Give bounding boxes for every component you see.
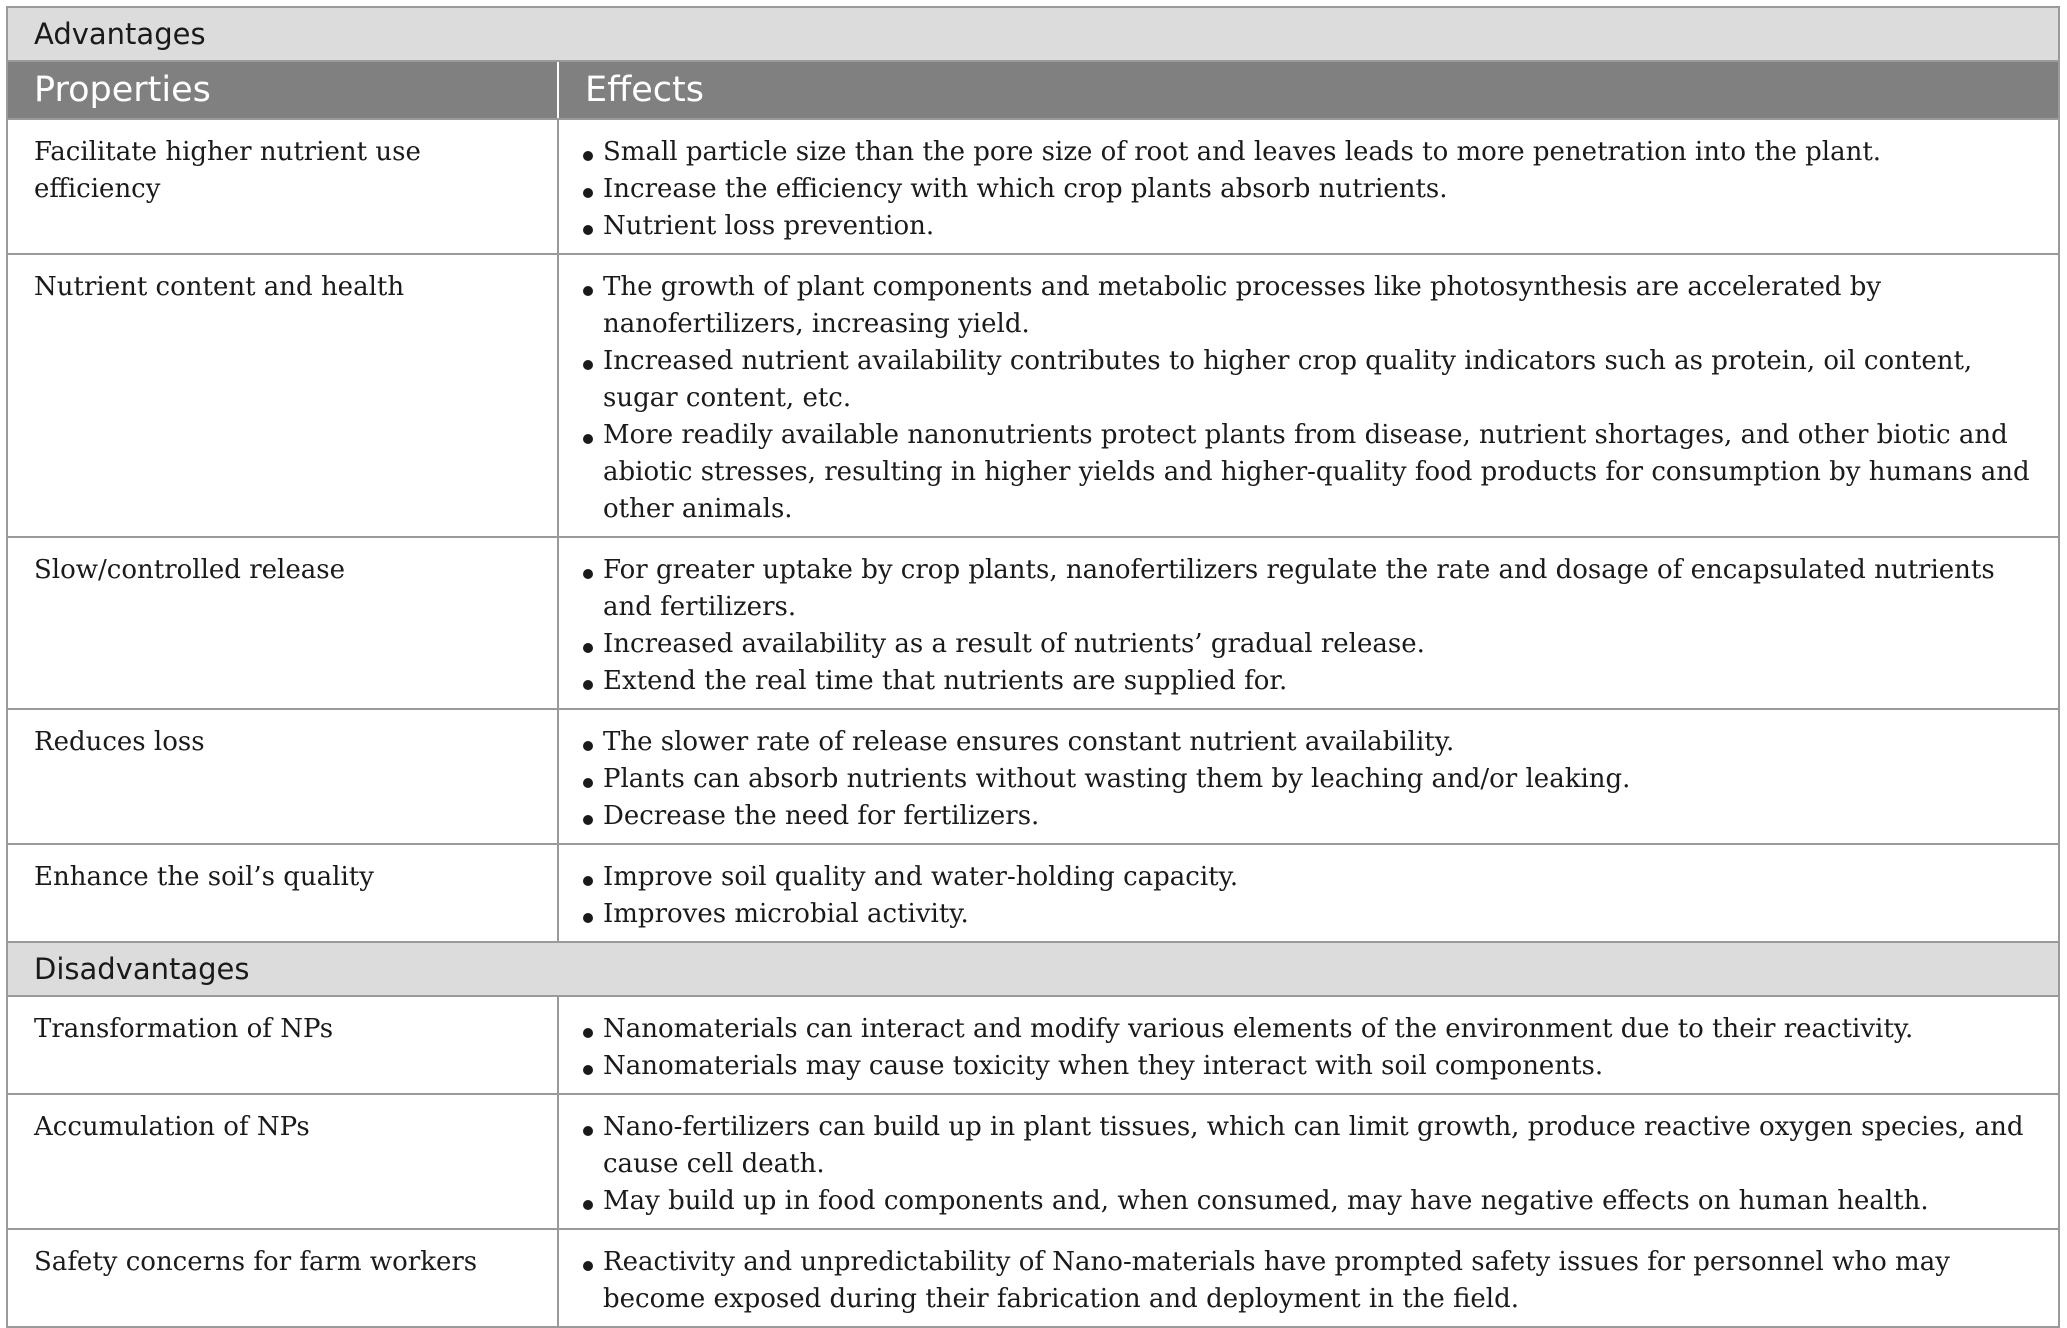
effect-item: The slower rate of release ensures constant nutrient availability. <box>583 724 2042 761</box>
effects-cell <box>558 119 2058 254</box>
effect-item: May build up in food components and, when consumed, may have negative effects on human health. <box>583 1183 2042 1220</box>
effect-item: Nanomaterials may cause toxicity when they interact with soil components. <box>583 1048 2042 1085</box>
effect-item: More readily available nanonutrients protect plants from disease, nutrient shortages, and other biotic and abiotic stresses, resulting in higher yields and higher-quality food products for consumption by humans and other animals. <box>583 417 2042 528</box>
effect-item: Plants can absorb nutrients without wasting them by leaching and/or leaking. <box>583 761 2042 798</box>
disadvantages-section-label: Disadvantages <box>8 942 2058 996</box>
effect-item: For greater uptake by crop plants, nanofertilizers regulate the rate and dosage of encapsulated nutrients and fertilizers. <box>583 552 2042 626</box>
effects-list <box>583 859 2042 933</box>
effects-list <box>583 724 2042 835</box>
table-header-row <box>8 61 2058 119</box>
header-properties: Properties <box>8 61 558 119</box>
table-row <box>8 709 2058 844</box>
table-row <box>8 537 2058 709</box>
effect-item: Decrease the need for fertilizers. <box>583 798 2042 835</box>
effect-item: Increase the efficiency with which crop plants absorb nutrients. <box>583 171 2042 208</box>
table-row <box>8 844 2058 942</box>
property-cell: Safety concerns for farm workers <box>34 1247 478 1277</box>
effects-cell <box>558 844 2058 942</box>
effects-cell <box>558 1094 2058 1229</box>
effects-cell <box>558 537 2058 709</box>
header-effects: Effects <box>558 61 2058 119</box>
table-row <box>8 254 2058 537</box>
property-cell: Slow/controlled release <box>8 537 558 709</box>
table <box>8 8 2058 1326</box>
effects-list <box>583 1011 2042 1085</box>
effects-cell <box>558 709 2058 844</box>
table-row <box>8 119 2058 254</box>
property-cell: Facilitate higher nutrient use efficiency <box>8 119 558 254</box>
effect-item: Nutrient loss prevention. <box>583 208 2042 245</box>
effect-item: Improve soil quality and water-holding capacity. <box>583 859 2042 896</box>
effects-list <box>583 269 2042 528</box>
advantages-section-label: Advantages <box>8 8 2058 61</box>
property-cell: Enhance the soil’s quality <box>8 844 558 942</box>
effects-cell <box>558 996 2058 1094</box>
effect-item: Extend the real time that nutrients are supplied for. <box>583 663 2042 700</box>
property-cell: Nutrient content and health <box>8 254 558 537</box>
property-cell: Transformation of NPs <box>8 996 558 1094</box>
effect-item: Improves microbial activity. <box>583 896 2042 933</box>
effects-list <box>583 1244 2042 1318</box>
property-cell: Accumulation of NPs <box>8 1094 558 1229</box>
table-row <box>8 1094 2058 1229</box>
properties-effects-table <box>6 6 2060 1328</box>
effect-item: Small particle size than the pore size of root and leaves leads to more penetration into the plant. <box>583 134 2042 171</box>
effect-item: Reactivity and unpredictability of Nano-materials have prompted safety issues for personnel who may become exposed during their fabrication and deployment in the field. <box>583 1244 2042 1318</box>
effect-item: The growth of plant components and metabolic processes like photosynthesis are accelerated by nanofertilizers, increasing yield. <box>583 269 2042 343</box>
effects-list <box>583 1109 2042 1220</box>
effects-list <box>583 552 2042 700</box>
property-cell: Reduces loss <box>8 709 558 844</box>
disadvantages-section-row <box>8 942 2058 996</box>
table-row <box>8 996 2058 1094</box>
effect-item: Nano-fertilizers can build up in plant tissues, which can limit growth, produce reactive oxygen species, and cause cell death. <box>583 1109 2042 1183</box>
effect-item: Increased availability as a result of nutrients’ gradual release. <box>583 626 2042 663</box>
effect-item: Nanomaterials can interact and modify various elements of the environment due to their reactivity. <box>583 1011 2042 1048</box>
effects-cell <box>558 254 2058 537</box>
effects-list <box>583 134 2042 245</box>
effects-cell <box>558 1229 2058 1326</box>
table-row <box>8 1229 2058 1326</box>
advantages-section-row <box>8 8 2058 61</box>
effect-item: Increased nutrient availability contributes to higher crop quality indicators such as protein, oil content, sugar content, etc. <box>583 343 2042 417</box>
